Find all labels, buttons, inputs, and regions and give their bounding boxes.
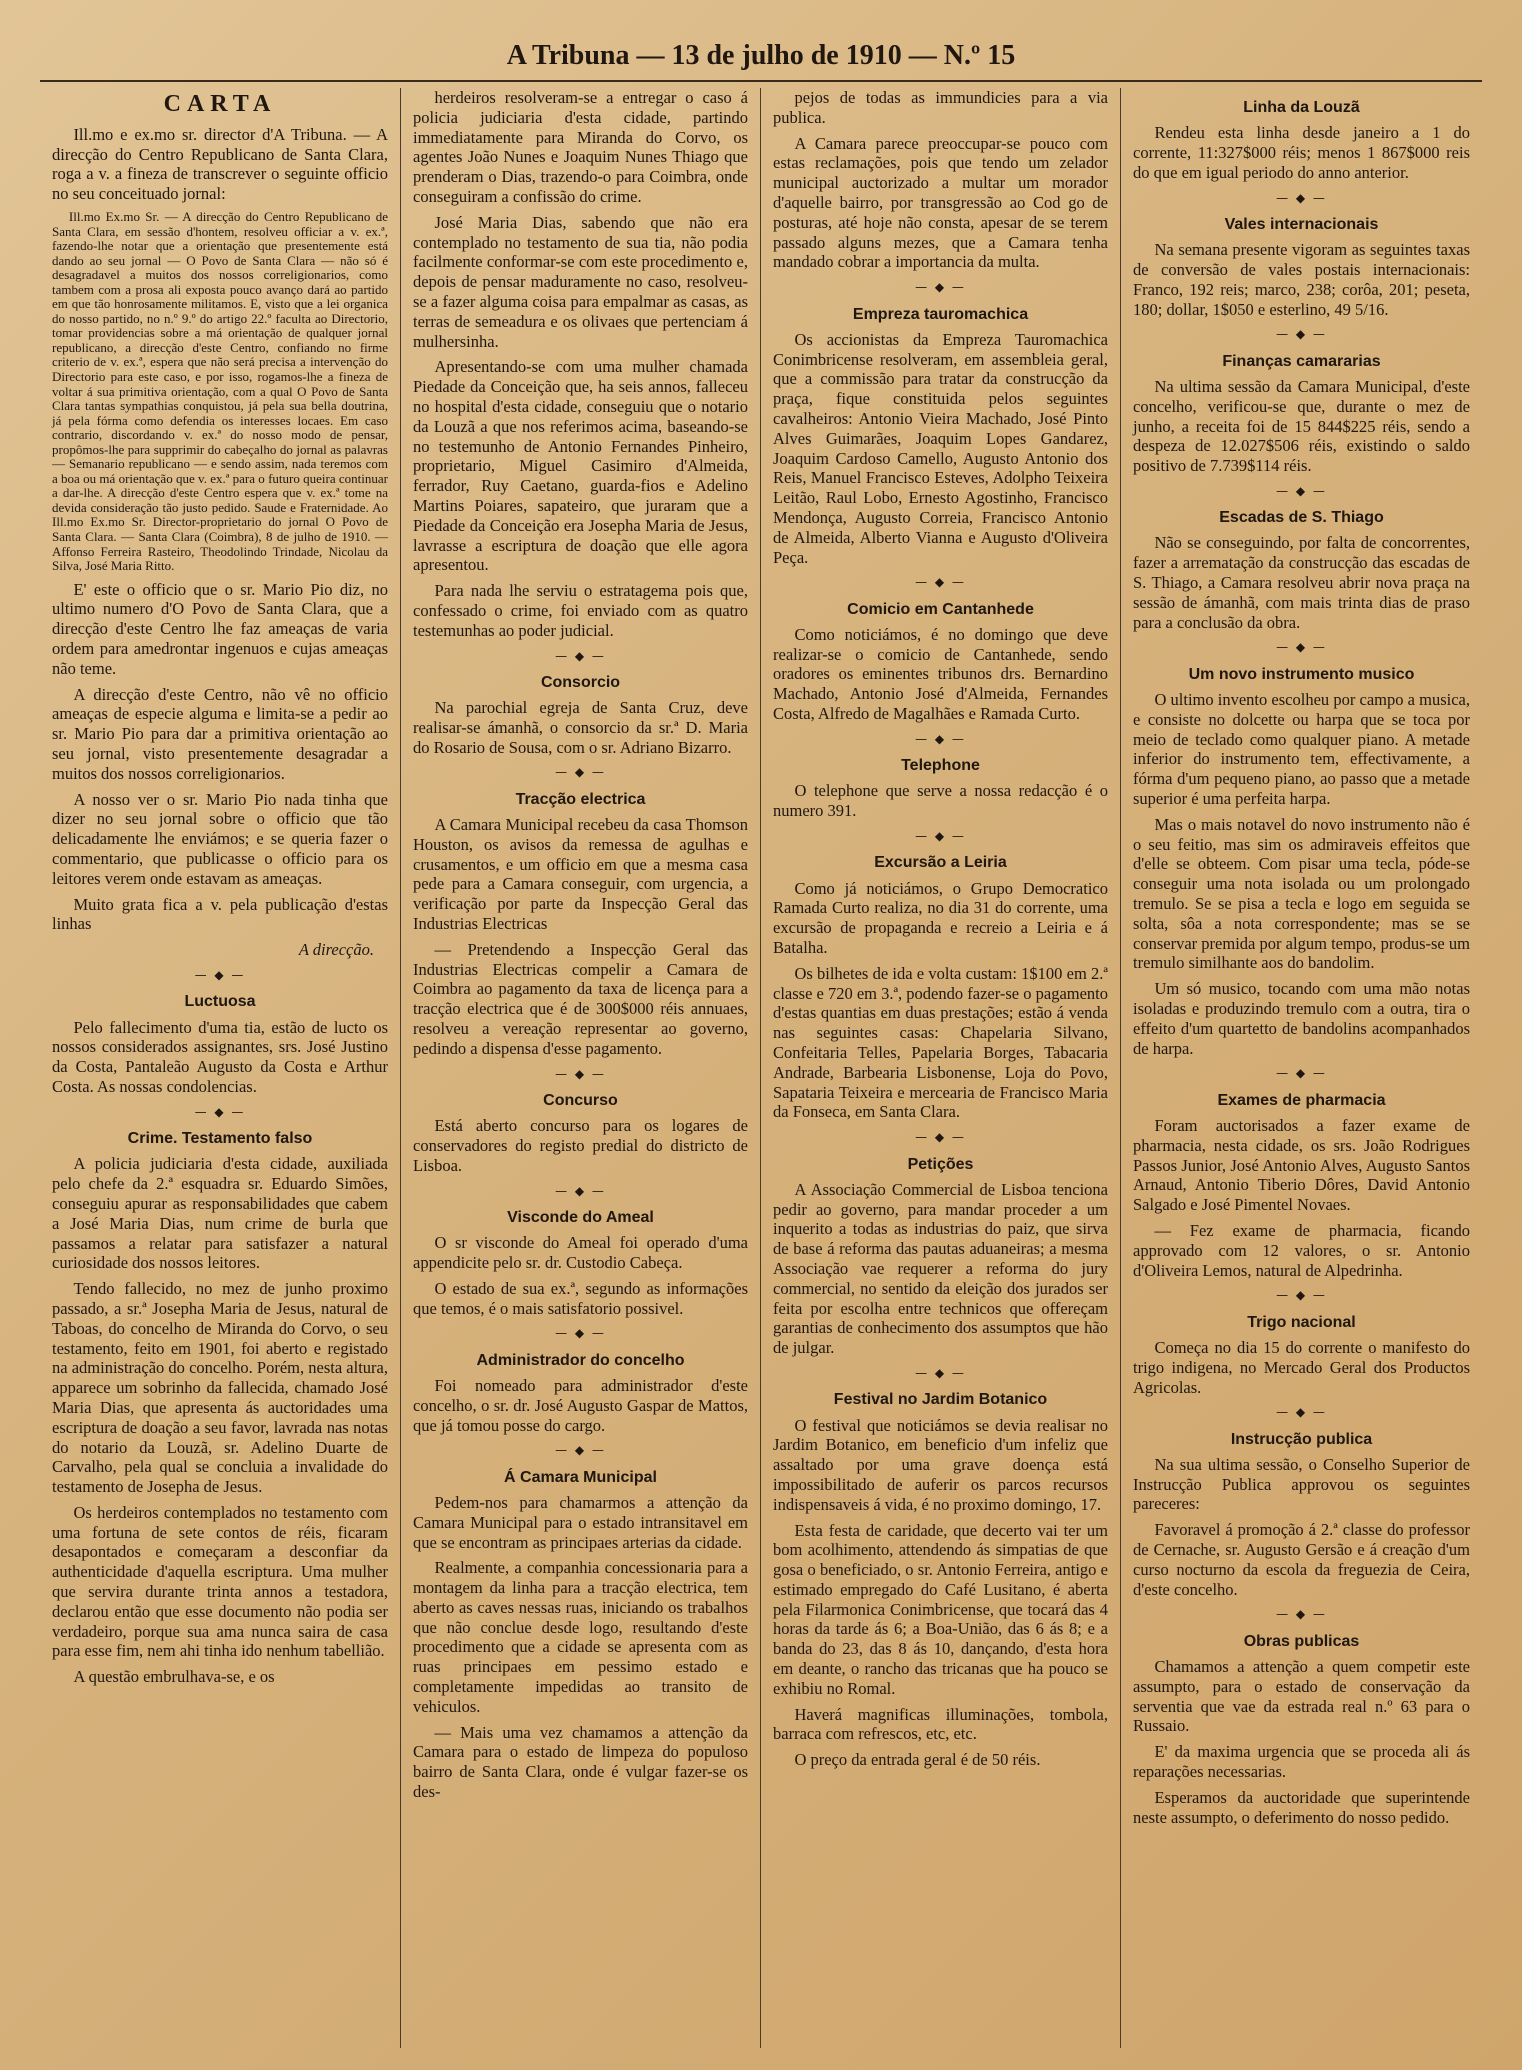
section-paragraph: Está aberto concurso para os logares de conservadores do registo predial do districto de Lisboa.: [413, 1116, 748, 1175]
separator: — ◆ —: [915, 1365, 966, 1380]
section-title: Comicio em Cantanhede: [847, 600, 1034, 618]
separator: — ◆ —: [555, 1326, 606, 1341]
column-3: [760, 88, 1120, 2048]
section-paragraph: Os herdeiros contemplados no testamento com uma fortuna de sete contos de réis, ficaram desapontados e começaram a desconfiar da authenticidade d'aquella escriptura. Uma mulher que servira durante trinta annos a testadora, declarou então que esse documento não podia ser verdadeiro, porque sua ama nunca saira de casa para esse fim, nem ahi tinha ido nenhum tabellião.: [52, 1502, 388, 1661]
column-2: [400, 88, 760, 2048]
section-title: Trigo nacional: [1247, 1313, 1356, 1331]
separator: — ◆ —: [915, 829, 966, 844]
carta-intro: Ill.mo e ex.mo sr. director d'A Tribuna. — A direcção do Centro Republicano de Santa Clara, roga a v. a fineza de transcrever o seguinte officio no seu conceituado jornal:: [52, 124, 388, 204]
separator: — ◆ —: [1276, 1607, 1327, 1622]
carta-paragraph: A direcção d'este Centro, não vê no officio ameaças de especie alguma e limita-se a pedir ao sr. Mario Pio para dar a primitiva orientação ao seu jornal, visto presentemente desagradar a muitos dos nossos correligionarios.: [52, 684, 388, 783]
section-paragraph: Chamamos a attenção a quem competir este assumpto, para o estado de conservação da serventia que vae da estrada real n.º 63 para o Russaio.: [1133, 1657, 1470, 1736]
section-paragraph: Foram auctorisados a fazer exame de pharmacia, nesta cidade, os srs. João Rodrigues Passos Junior, José Antonio Alves, Augusto Santos Arnaud, Antonio Tiberio Dôres, David Antonio Salgado e José Pimentel Novaes.: [1133, 1115, 1470, 1215]
section-paragraph: Começa no dia 15 do corrente o manifesto do trigo indigena, no Mercado Geral dos Productos Agricolas.: [1133, 1337, 1470, 1397]
section-paragraph: Na sua ultima sessão, o Conselho Superior de Instrucção Publica approvou os seguintes pareceres:: [1133, 1454, 1470, 1514]
separator: — ◆ —: [1276, 1066, 1327, 1081]
separator: — ◆ —: [555, 1066, 606, 1081]
section-paragraph: O telephone que serve a nossa redacção é o numero 391.: [773, 781, 1108, 821]
section-title: Obras publicas: [1243, 1632, 1360, 1650]
section-title: Instrucção publica: [1230, 1430, 1373, 1448]
carta-letter: Ill.mo Ex.mo Sr. — A direcção do Centro Republicano de Santa Clara, em sessão d'hontem, resolveu officiar a v. ex.ª, fazendo-lhe notar que a orientação que presentemente está dando ao seu jornal — O Povo de Santa Clara — não só é desagradavel a muitos dos nossos correligionarios, como tambem com a prosa ali exposta pouco avanço dará ao partido em que tão honrosamente militamos. E, visto que a lei organica do nosso partido, no n.º 9.º do artigo 22.º faculta ao Directorio, tomar providencias sobre a má orientação de qualquer jornal republicano, a direcção d'este Centro, confiando no firme criterio de v. ex.ª, espera que não será precisa a intervenção do Directorio para este caso, e por isso, rogamos-lhe a fineza de voltar á sua primitiva orientação, com a qual O Povo de Santa Clara tantas sympathias conquistou, já pela sua bella doutrina, já pela fórma como defendia os interesses locaes. Em caso contrario, discordando v. ex.ª do nosso modo de pensar, propômos-lhe para supprimir do cabeçalho do jornal as palavras — Semanario republicano — e sendo assim, nada teremos com a boa ou má orientação que v. ex.ª para o futuro queira continuar a dar-lhe. A direcção d'este Centro espera que v. ex.ª tome na devida consideração tão justo pedido. Saude e Fraternidade. Ao Ill.mo Ex.mo Sr. Director-proprietario do jornal O Povo de Santa Clara. — Santa Clara (Coimbra), 8 de julho de 1910. — Affonso Ferreira Rasteiro, Theodolindo Trindade, Nicolau da Silva, José Maria Ritto.: [52, 208, 388, 574]
section-paragraph: Pedem-nos para chamarmos a attenção da Camara Municipal para o estado intransitavel em que se encontram as principaes arterias da cidade.: [413, 1492, 748, 1552]
section-paragraph: O estado de sua ex.ª, segundo as informações que temos, é o mais satisfatorio possivel.: [413, 1278, 748, 1318]
column-4: [1120, 88, 1482, 2048]
section-title: Visconde do Ameal: [507, 1208, 654, 1226]
section-title: Excursão a Leiria: [874, 854, 1007, 872]
separator: — ◆ —: [194, 968, 246, 982]
section-title: Exames de pharmacia: [1217, 1091, 1386, 1109]
section-paragraph: O preço da entrada geral é de 50 réis.: [794, 1750, 1041, 1770]
section-paragraph: — Pretendendo a Inspecção Geral das Industrias Electricas compelir a Camara de Coimbra ao pagamento da taxa de licença para a tracção electrica que é de 300$000 réis annuaes, resolveu a vereação representar ao governo, pedindo a dispensa d'esse pagamento.: [413, 939, 748, 1058]
section-paragraph: — Fez exame de pharmacia, ficando approvado com 12 valores, o sr. Antonio d'Oliveira Lemos, natural de Alpedrinha.: [1133, 1220, 1470, 1280]
section-paragraph: Para nada lhe serviu o estratagema pois que, confessado o crime, foi enviado com as quatro testemunhas ao poder judicial.: [413, 581, 748, 640]
section-paragraph: Pelo fallecimento d'uma tia, estão de lucto os nossos considerados assignantes, srs. José Justino da Costa, Pantaleão Augusto da Costa e Arthur Costa. As nossas condolencias.: [52, 1017, 388, 1096]
column-1: [40, 88, 400, 2048]
section-paragraph: Apresentando-se com uma mulher chamada Piedade da Conceição que, ha seis annos, falleceu no hospital d'esta cidade, conseguiu que o notario da Louzã a que nos referimos acima, baseando-se no testemunho de Antonio Fernandes Pinheiro, proprietario, Miguel Casimiro d'Almeida, ferrador, Ruy Caetano, guarda-fios e Adelino Martins Poiares, sapateiro, que juraram que a Piedade da Conceição era Josepha Maria de Jesus, lavrasse a escriptura de doação que elle agora apresentou.: [413, 357, 748, 575]
section-paragraph: Haverá magnificas illuminações, tombola, barraca com refrescos, etc, etc.: [773, 1704, 1108, 1744]
section-paragraph: Foi nomeado para administrador d'este concelho, o sr. dr. José Augusto Gaspar de Mattos, que já tomou posse do cargo.: [413, 1375, 748, 1435]
section-title: Concurso: [543, 1092, 618, 1110]
section-paragraph: Na ultima sessão da Camara Municipal, d'este concelho, verificou-se que, durante o mez de junho, a receita foi de 15 844$225 réis, sendo a despeza de 12.027$506 réis, existindo o saldo positivo de 7.739$114 réis.: [1133, 376, 1470, 476]
section-title: Festival no Jardim Botanico: [833, 1391, 1048, 1409]
section-paragraph: Na semana presente vigoram as seguintes taxas de conversão de vales postais internacionais: Franco, 192 reis; marco, 238; corôa, 201; peseta, 180; dollar, 1$050 e esterlino, 49 5/16.: [1133, 240, 1470, 319]
carta-paragraph: A nosso ver o sr. Mario Pio nada tinha que dizer no seu jornal sobre o officio que tão delicadamente lhe enviámos; e se queria fazer o commentario, que publicasse o officio para os leitores verem onde estavam as ameaças.: [52, 789, 388, 888]
section-title: Empreza tauromachica: [852, 305, 1029, 323]
section-title: Petições: [907, 1155, 974, 1173]
carta-paragraph: E' este o officio que o sr. Mario Pio diz, no ultimo numero d'O Povo de Santa Clara, que a direcção d'este Centro lhe faz ameaças de varia ordem para amedrontar ingenuos e cujas ameaças não teme.: [52, 579, 388, 678]
section-title: Crime. Testamento falso: [127, 1130, 313, 1148]
section-paragraph: Os bilhetes de ida e volta custam: 1$100 em 2.ª classe e 720 em 3.ª, podendo fazer-se o pagamento d'estas quantias em duas prestações; estão á venda nas seguintes casas: Chapelaria Silvano, Confeitaria Telles, Papelaria Borges, Tabacaria Andrade, Barbearia Lisbonense, Loja do Povo, Sapataria Teixeira e mercearia de Francisco Maria da Fonseca, em Santa Clara.: [773, 963, 1109, 1122]
section-paragraph: E' da maxima urgencia que se proceda ali ás reparações necessarias.: [1133, 1742, 1470, 1782]
separator: — ◆ —: [555, 1443, 606, 1458]
section-paragraph: A policia judiciaria d'esta cidade, auxiliada pelo chefe da 2.ª esquadra sr. Eduardo Simões, conseguiu apurar as responsabilidades que cabem a José Maria Dias, num crime de burla que passamos a relatar para satisfazer a natural curiosidade dos nossos leitores.: [52, 1154, 388, 1273]
carta-title: CARTA: [163, 91, 277, 117]
section-paragraph: Rendeu esta linha desde janeiro a 1 do corrente, 11:327$000 réis; menos 1 867$000 reis do que em igual periodo do anno anterior.: [1133, 123, 1470, 182]
section-paragraph: A Camara Municipal recebeu da casa Thomson Houston, os avisos da remessa de agulhas e crusamentos, e um officio em que a mesma casa pede para a Camara conseguir, com urgencia, a verificação por parte da Inspecção Geral das Industrias Electricas: [413, 815, 748, 934]
section-title: Escadas de S. Thiago: [1219, 509, 1384, 527]
separator: — ◆ —: [915, 280, 966, 295]
separator: — ◆ —: [555, 1183, 606, 1198]
section-paragraph: Esperamos da auctoridade que superintende neste assumpto, o deferimento do nosso pedido.: [1133, 1787, 1470, 1827]
section-paragraph: Na parochial egreja de Santa Cruz, deve realisar-se ámanhã, o consorcio da sr.ª D. Maria do Rosario de Sousa, com o sr. Adriano Bizarro.: [413, 698, 748, 757]
separator: — ◆ —: [555, 765, 606, 780]
section-paragraph: Mas o mais notavel do novo instrumento não é o seu feitio, mas sim os admiraveis effeitos que d'elle se obteem. Com pisar uma tecla, póde-se conseguir uma nota isolada ou um prolongado tremulo. Se se pisa a tecla e logo em seguida se solta, sôa a nota correspondente; mas se se conservar premida por algum tempo, produs-se um tremulo similhante aos do bandolim.: [1133, 814, 1470, 973]
section-title: Luctuosa: [184, 993, 256, 1011]
section-title: Consorcio: [540, 673, 621, 691]
section-paragraph: A Associação Commercial de Lisboa tenciona pedir ao governo, para mandar proceder a um inquerito a todas as industrias do paiz, que sirva de base á reforma das pautas aduaneiras; a mesma Associação vae requerer a reforma do jury commercial, no sentido da eleição dos jurados ser feita por escolha entre technicos que offereçam garantias de conhecimento dos assumptos que hão de julgar.: [773, 1179, 1108, 1358]
section-paragraph: pejos de todas as immundicies para a via publica.: [773, 88, 1108, 127]
separator: — ◆ —: [1276, 190, 1327, 205]
section-paragraph: A questão embrulhava-se, e os: [73, 1667, 275, 1687]
section-paragraph: Os accionistas da Empreza Tauromachica Conimbricense resolveram, em assembleia geral, que a commissão para tratar da construcção da praça, fique constituida pelos seguintes cavalheiros: Antonio Vieira Machado, José Pinto Alves Guimarães, Joaquim Lopes Gandarez, Joaquim Cardoso Camello, Augusto Antonio dos Reis, Manuel Francisco Esteves, Adolpho Teixeira Leitão, Raul Lobo, Ernesto Agostinho, Francisco Mendonça, Augusto Correia, Francisco Antonio de Almeida, Alberto Vianna e Augusto d'Oliveira Peça.: [773, 329, 1108, 567]
separator: — ◆ —: [915, 1130, 966, 1145]
columns: [40, 88, 1482, 2048]
carta-signature: A direcção.: [298, 940, 374, 960]
separator: — ◆ —: [915, 731, 966, 746]
section-paragraph: Esta festa de caridade, que decerto vai ter um bom acolhimento, attendendo ás simpatias de que gosa o beneficiado, o sr. Antonio Ferreira, antigo e estimado empregado do Café Lusitano, é aberta pela Filarmonica Conimbricense, que tocará das 4 horas da tarde ás 6; a Boa-União, das 6 ás 8; e a banda do 23, das 8 ás 10, dançando, d'esta hora em deante, o rancho das tricanas que ha pouco se exhibiu no Romal.: [773, 1520, 1108, 1698]
page-header: A Tribuna — 13 de julho de 1910 — N.º 15: [40, 40, 1482, 82]
separator: — ◆ —: [555, 648, 606, 663]
section-title: Um novo instrumento musico: [1188, 665, 1415, 683]
separator: — ◆ —: [194, 1104, 246, 1119]
section-paragraph: — Mais uma vez chamamos a attenção da Camara para o estado de limpeza do populoso bairro de Santa Clara, onde é vulgar fazer-se os des-: [413, 1722, 748, 1802]
separator: — ◆ —: [1276, 483, 1327, 498]
section-paragraph: Como noticiámos, é no domingo que deve realizar-se o comicio de Cantanhede, sendo oradores os eminentes tribunos drs. Bernardino Machado, Antonio José d'Almeida, Fernandes Costa, Alfredo de Magalhães e Ramada Curto.: [773, 624, 1108, 724]
separator: — ◆ —: [1276, 327, 1327, 342]
section-title: Á Camara Municipal: [504, 1468, 657, 1486]
section-paragraph: Um só musico, tocando com uma mão notas isoladas e produzindo tremulo com a outra, tira o effeito d'um quartetto de bandolins acompanhados de harpa.: [1133, 979, 1470, 1058]
section-paragraph: Não se conseguindo, por falta de concorrentes, fazer a arrematação da construcção das escadas de S. Thiago, a Camara resolveu abrir nova praça na sessão de ámanhã, com mais trinta dias de praso para a conclusão da obra.: [1133, 533, 1470, 632]
section-paragraph: O ultimo invento escolheu por campo a musica, e consiste no dolcette ou harpa que se toca por meio de teclado como qualquer piano. A metade inferior do instrumento tem, effectivamente, a fórma d'um pequeno piano, ao passo que a metade superior é uma perfeita harpa.: [1133, 690, 1470, 809]
section-paragraph: Tendo fallecido, no mez de junho proximo passado, a sr.ª Josepha Maria de Jesus, natural de Taboas, do concelho de Miranda do Corvo, o seu testamento, feito em 1901, foi aberto e registado na administração do concelho. Porém, nesta altura, apparece um sobrinho da fallecida, chamado José Maria Dias, que apresenta ás auctoridades uma escriptura de doação a seu favor, lavrada nas notas do notario da Louzã, sr. Adelino Duarte de Carvalho, pela qual se concluia a invalidade do testamento de Josepha de Jesus.: [52, 1279, 388, 1497]
separator: — ◆ —: [915, 575, 966, 590]
section-title: Finanças camararias: [1222, 352, 1381, 370]
section-title: Telephone: [901, 757, 980, 775]
section-title: Linha da Louzã: [1243, 99, 1360, 116]
section-paragraph: A Camara parece preoccupar-se pouco com estas reclamações, pois que tendo um zelador municipal auctorizado a multar um morador d'aquelle bairro, por transgressão ao Cod go de posturas, até hoje não consta, apesar de se terem passado alguns mezes, que a Camara tenha mandado cobrar a importancia da multa.: [773, 133, 1108, 272]
separator: — ◆ —: [1276, 1405, 1327, 1420]
separator: — ◆ —: [1276, 1288, 1327, 1303]
carta-paragraph: Muito grata fica a v. pela publicação d'estas linhas: [52, 894, 388, 934]
section-paragraph: O festival que noticiámos se devia realisar no Jardim Botanico, em beneficio d'um infeliz que assaltado por uma grave doença está impossibilitado de auferir os parcos recursos indispensaveis á vida, é no proximo domingo, 17.: [773, 1415, 1108, 1514]
section-paragraph: José Maria Dias, sabendo que não era contemplado no testamento de sua tia, não podia facilmente conformar-se com este procedimento e, depois de pensar maduramente no caso, resolveu-se a fazer alguma coisa para empalmar as casas, as terras de semeadura e os olivaes que pertenciam á mulhersinha.: [413, 212, 748, 351]
separator: — ◆ —: [1276, 640, 1327, 655]
section-title: Vales internacionais: [1224, 215, 1379, 233]
section-paragraph: Realmente, a companhia concessionaria para a montagem da linha para a tracção electrica, tem aberto as caves nessas ruas, iniciando os trabalhos que não conclue desde logo, resultando d'este procedimento que a cidade se apresenta com as ruas principaes em pessimo estado e completamente impedidas ao transito de vehiculos.: [413, 1558, 748, 1716]
section-paragraph: Como já noticiámos, o Grupo Democratico Ramada Curto realiza, no dia 31 do corrente, uma excursão de propaganda e recreio a Leiria e á Batalha.: [773, 878, 1108, 958]
section-title: Tracção electrica: [515, 790, 646, 808]
section-paragraph: O sr visconde do Ameal foi operado d'uma appendicite pelo sr. dr. Custodio Cabeça.: [413, 1233, 748, 1272]
section-paragraph: Favoravel á promoção á 2.ª classe do professor de Cernache, sr. Augusto Gersão e á creação d'um curso nocturno da escola da freguezia de Ceira, d'este concelho.: [1133, 1520, 1470, 1599]
section-title: Administrador do concelho: [476, 1351, 685, 1369]
section-paragraph: herdeiros resolveram-se a entregar o caso á policia judiciaria d'esta cidade, partindo immediatamente para Miranda do Corvo, os agentes João Nunes e Joaquim Nunes Thiago que prenderam o Dias, trazendo-o para Coimbra, onde conseguiram a confissão do crime.: [413, 88, 748, 206]
